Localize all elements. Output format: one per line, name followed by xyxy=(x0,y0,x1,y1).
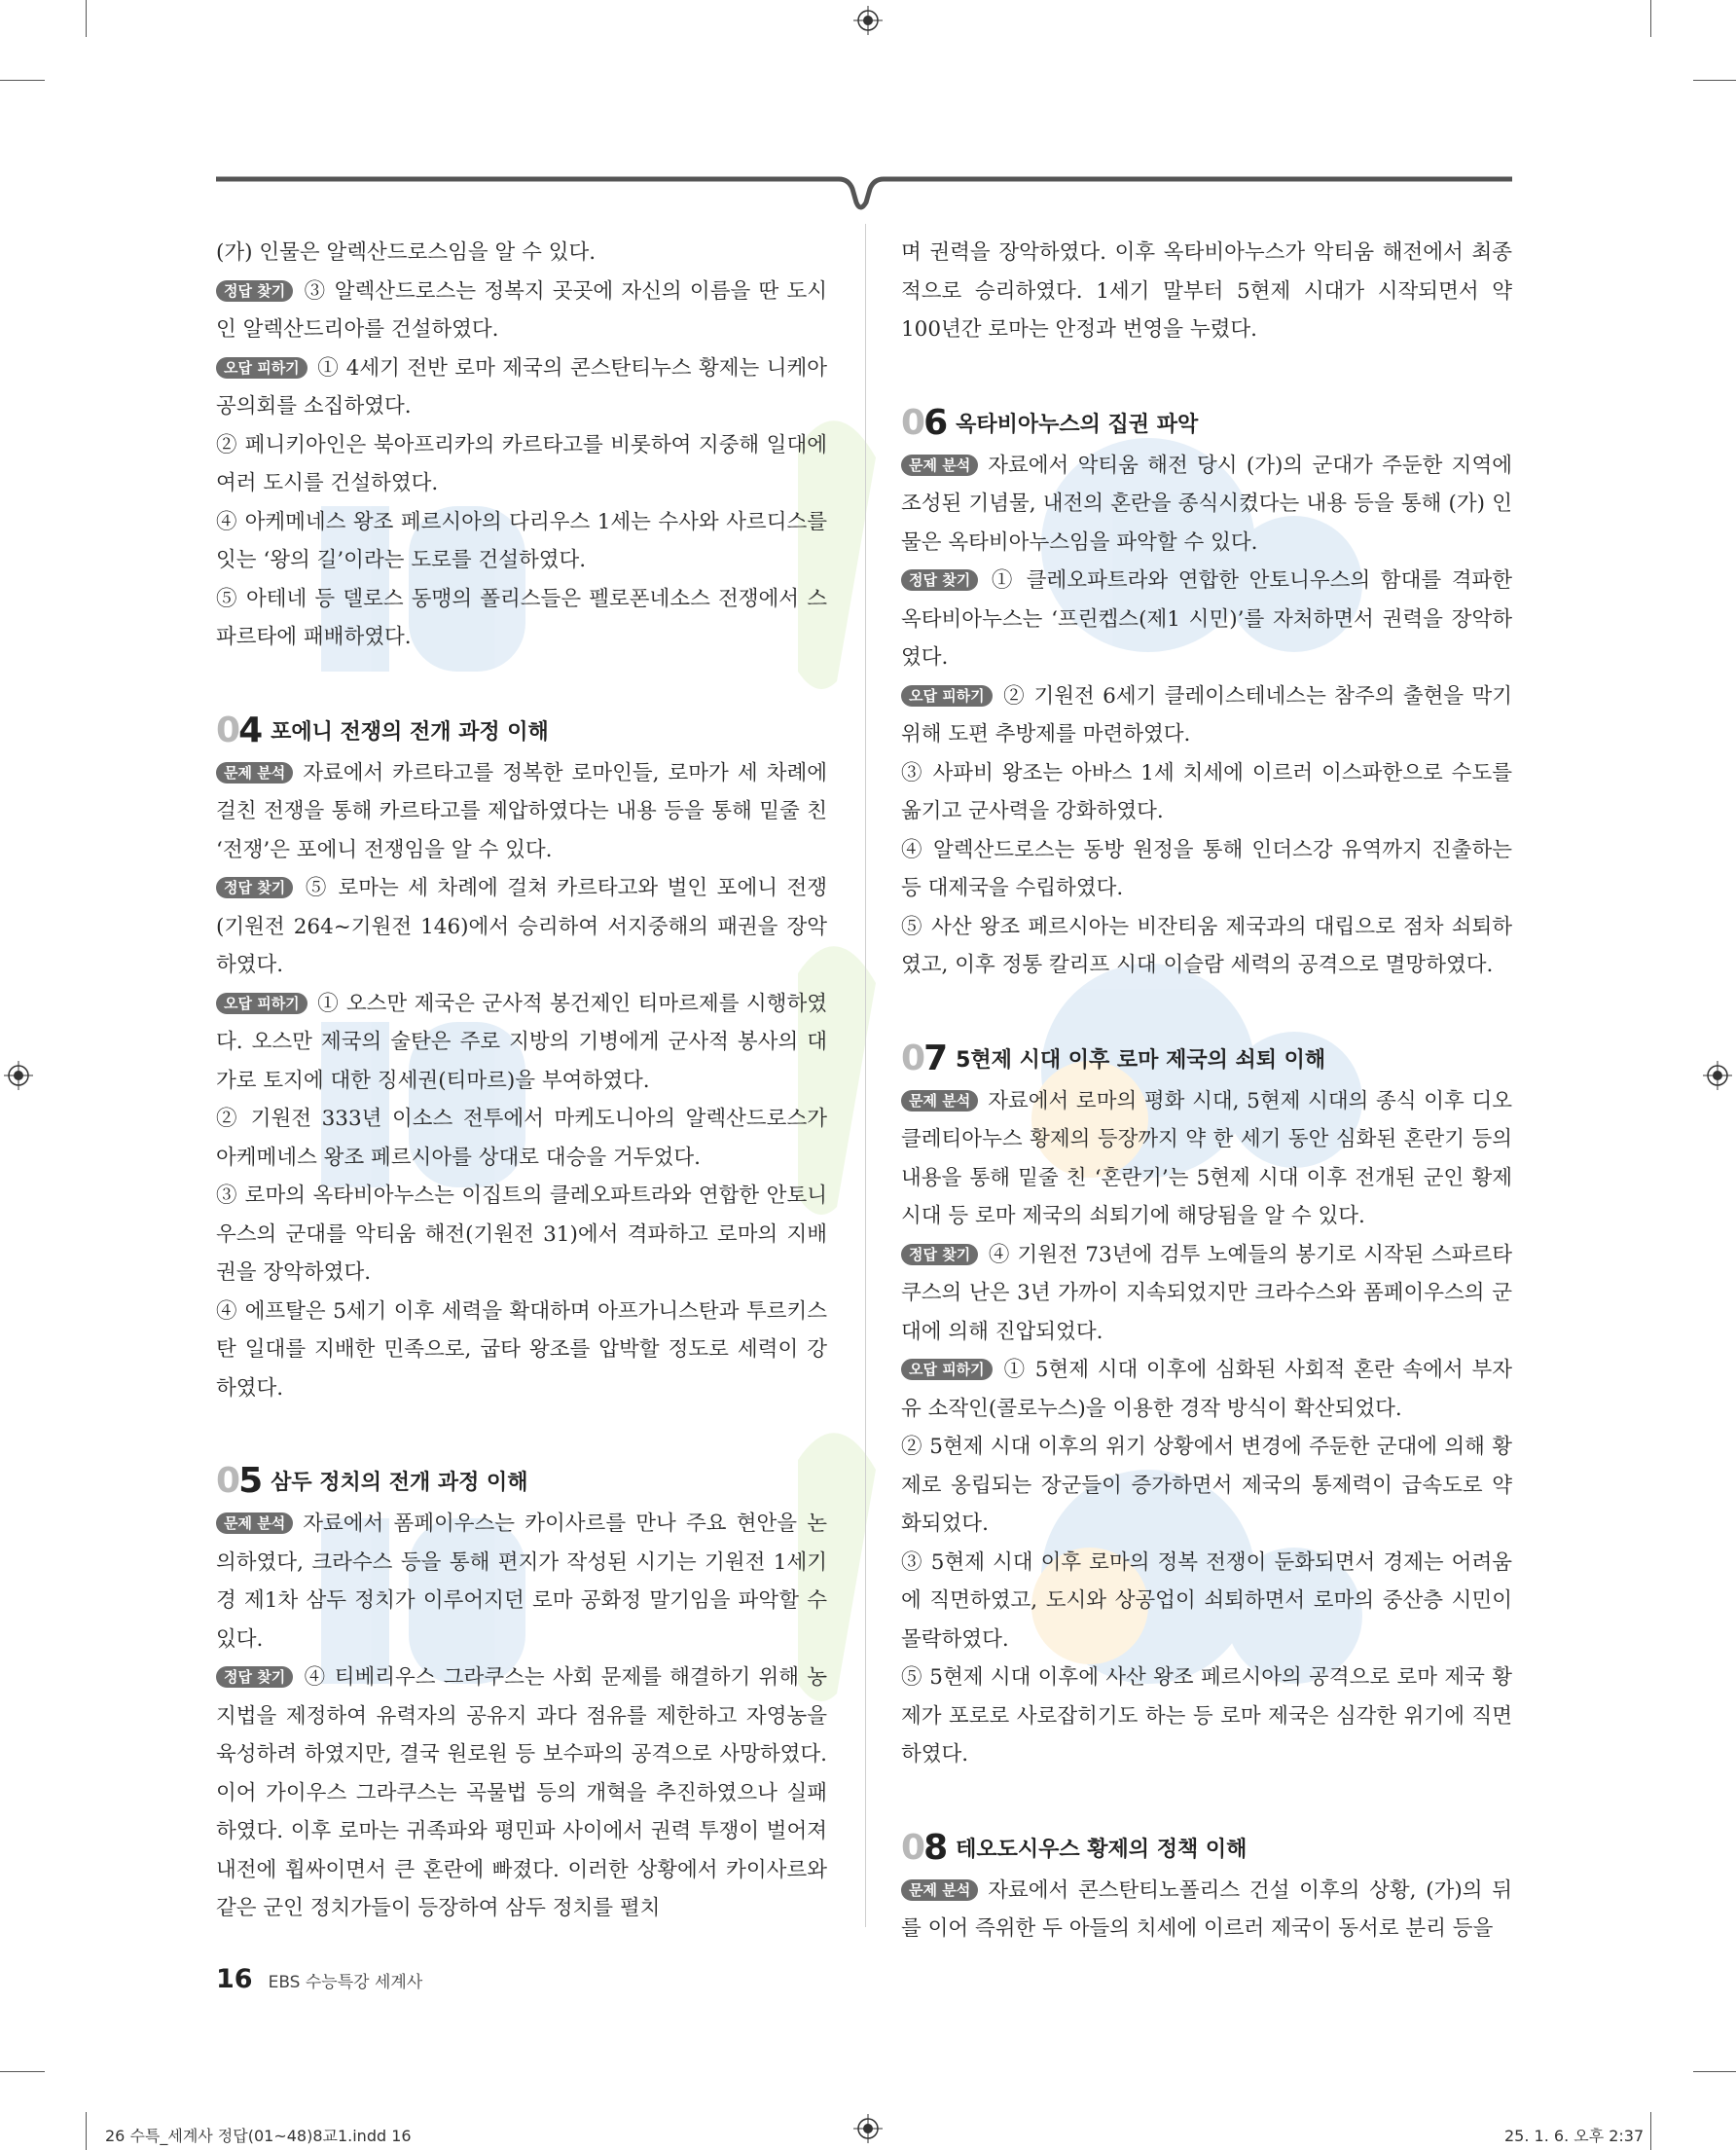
paragraph xyxy=(901,754,1512,831)
label-badge: 문제 분석 xyxy=(216,1512,293,1534)
paragraph xyxy=(216,754,827,870)
section-number xyxy=(901,1827,947,1868)
paragraph xyxy=(216,1177,827,1293)
section-number-prefix: 0 xyxy=(901,1038,924,1078)
registration-mark-icon xyxy=(853,2114,883,2143)
paragraph-text: ④ 기원전 73년에 검투 노예들의 봉기로 시작된 스파르타쿠스의 난은 3년 가까이 지속되었지만 크라수스와 폼페이우스의 군대에 의해 진압되었다. xyxy=(901,1242,1512,1344)
label-badge: 오답 피하기 xyxy=(901,685,993,707)
label-badge: 오답 피하기 xyxy=(216,993,307,1014)
crop-mark xyxy=(1650,0,1651,37)
paragraph xyxy=(216,1100,827,1177)
paragraph-text: ⑤ 아테네 등 델로스 동맹의 폴리스들은 펠로폰네소스 전쟁에서 스파르타에 패배하였다. xyxy=(216,586,827,649)
section-number-digit: 7 xyxy=(923,1038,947,1078)
right-column xyxy=(901,234,1512,1949)
label-badge: 문제 분석 xyxy=(216,762,293,783)
registration-mark-icon xyxy=(853,6,883,35)
section-title: 5현제 시대 이후 로마 제국의 쇠퇴 이해 xyxy=(956,1047,1326,1073)
paragraph-text: 자료에서 콘스탄티노폴리스 건설 이후의 상황, (가)의 뒤를 이어 즉위한 두 아들의 치세에 이르러 제국이 동서로 분리 등을 xyxy=(901,1877,1512,1941)
section-number-prefix: 0 xyxy=(216,1461,239,1501)
paragraph-text: ② 기원전 333년 이소스 전투에서 마케도니아의 알렉산드로스가 아케메네스 왕조 페르시아를 상대로 대승을 거두었다. xyxy=(216,1107,827,1170)
paragraph xyxy=(901,1658,1512,1774)
paragraph-text: ⑤ 5현제 시대 이후에 사산 왕조 페르시아의 공격으로 로마 제국 황제가 포로로 사로잡히기도 하는 등 로마 제국은 심각한 위기에 직면하였다. xyxy=(901,1665,1512,1767)
paragraph xyxy=(901,234,1512,349)
label-badge: 정답 찾기 xyxy=(216,280,293,302)
paragraph-text: ④ 알렉산드로스는 동방 원정을 통해 인더스강 유역까지 진출하는 등 대제국을 수립하였다. xyxy=(901,837,1512,900)
label-badge: 오답 피하기 xyxy=(216,357,307,379)
section-title: 테오도시우스 황제의 정책 이해 xyxy=(956,1837,1248,1862)
section-title: 삼두 정치의 전개 과정 이해 xyxy=(271,1471,528,1495)
label-badge: 문제 분석 xyxy=(901,1090,978,1111)
paragraph xyxy=(216,985,827,1101)
paragraph-text: ③ 5현제 시대 이후 로마의 정복 전쟁이 둔화되면서 경제는 어려움에 직면하였고, 도시와 상공업이 쇠퇴하면서 로마의 중산층 시민이 몰락하였다. xyxy=(901,1549,1512,1652)
paragraph xyxy=(901,831,1512,908)
crop-mark xyxy=(0,80,45,81)
crop-mark xyxy=(0,2071,45,2072)
paragraph xyxy=(901,1351,1512,1428)
paragraph xyxy=(216,349,827,426)
section-number-prefix: 0 xyxy=(901,1827,924,1868)
page-footer xyxy=(216,1964,422,1994)
section-heading xyxy=(901,402,1512,443)
paragraph xyxy=(216,503,827,580)
paragraph xyxy=(216,869,827,985)
paragraph xyxy=(216,580,827,657)
paragraph-text: 자료에서 로마의 평화 시대, 5현제 시대의 종식 이후 디오클레티아누스 황제의 등장까지 약 한 세기 동안 심화된 혼란기 등의 내용을 통해 밑줄 친 ‘혼란기’는 5현제 시대 이후 전개된 군인 황제 시대 등 로마 제국의 쇠퇴기에 해당됨을 알 수 있다. xyxy=(901,1088,1512,1228)
paragraph xyxy=(216,1658,827,1928)
section-number-digit: 5 xyxy=(238,1461,262,1501)
paragraph-text: 며 권력을 장악하였다. 이후 옥타비아누스가 악티움 해전에서 최종적으로 승리하였다. 1세기 말부터 5현제 시대가 시작되면서 약 100년간 로마는 안정과 번영을 누렸다. xyxy=(901,240,1512,342)
crop-mark xyxy=(1650,2112,1651,2150)
paragraph xyxy=(216,1505,827,1658)
paragraph-text: ① 5현제 시대 이후에 심화된 사회적 혼란 속에서 부자유 소작인(콜로누스)을 이용한 경작 방식이 확산되었다. xyxy=(901,1358,1512,1421)
registration-mark-icon xyxy=(1703,1061,1732,1090)
paragraph xyxy=(901,1236,1512,1352)
section-number-prefix: 0 xyxy=(901,402,924,443)
slug-timestamp: 25. 1. 6. 오후 2:37 xyxy=(1504,2127,1645,2145)
paragraph-text: ③ 사파비 왕조는 아바스 1세 치세에 이르러 이스파한으로 수도를 옮기고 군사력을 강화하였다. xyxy=(901,760,1512,823)
paragraph xyxy=(901,1544,1512,1659)
label-badge: 정답 찾기 xyxy=(901,569,978,591)
paragraph-text: ① 4세기 전반 로마 제국의 콘스탄티누스 황제는 니케아 공의회를 소집하였다. xyxy=(216,355,827,419)
section-title: 포에니 전쟁의 전개 과정 이해 xyxy=(271,719,549,745)
section-heading xyxy=(216,1461,827,1501)
slug-file: 26 수특_세계사 정답(01~48)8교1.indd 16 xyxy=(105,2127,412,2145)
paragraph-text: ② 5현제 시대 이후의 위기 상황에서 변경에 주둔한 군대에 의해 황제로 옹립되는 장군들이 증가하면서 제국의 통제력이 급속도로 약화되었다. xyxy=(901,1435,1512,1536)
paragraph xyxy=(901,908,1512,985)
section-heading xyxy=(216,710,827,750)
paragraph-text: ③ 알렉산드로스는 정복지 곳곳에 자신의 이름을 딴 도시인 알렉산드리아를 건설하였다. xyxy=(216,278,827,342)
section-heading xyxy=(901,1827,1512,1868)
book-title: EBS 수능특강 세계사 xyxy=(268,1973,423,1992)
label-badge: 문제 분석 xyxy=(901,455,978,476)
section-title: 옥타비아누스의 집권 파악 xyxy=(956,412,1199,437)
crop-mark xyxy=(86,2112,87,2150)
crop-mark xyxy=(1693,2071,1736,2072)
page-number: 16 xyxy=(216,1964,253,1994)
crop-mark xyxy=(1693,80,1736,81)
label-badge: 정답 찾기 xyxy=(901,1244,978,1265)
section-number xyxy=(216,1461,262,1501)
section-number xyxy=(901,402,947,443)
paragraph xyxy=(216,1293,827,1408)
registration-mark-icon xyxy=(4,1061,33,1090)
label-badge: 정답 찾기 xyxy=(216,877,293,898)
header-rule xyxy=(216,156,1512,214)
paragraph-text: ② 페니키아인은 북아프리카의 카르타고를 비롯하여 지중해 일대에 여러 도시를 건설하였다. xyxy=(216,432,827,495)
paragraph xyxy=(216,273,827,349)
label-badge: 문제 분석 xyxy=(901,1879,978,1901)
paragraph-text: 자료에서 악티움 해전 당시 (가)의 군대가 주둔한 지역에 조성된 기념물, 내전의 혼란을 종식시켰다는 내용 등을 통해 (가) 인물은 옥타비아누스임을 파악할 수 있다. xyxy=(901,453,1512,555)
paragraph-text: 자료에서 폼페이우스는 카이사르를 만나 주요 현안을 논의하였다, 크라수스 등을 통해 편지가 작성된 시기는 기원전 1세기경 제1차 삼두 정치가 이루어지던 로마 공화정 말기임을 파악할 수 있다. xyxy=(216,1512,827,1652)
section-number-digit: 8 xyxy=(923,1827,947,1868)
paragraph-text: ③ 로마의 옥타비아누스는 이집트의 클레오파트라와 연합한 안토니우스의 군대를 악티움 해전(기원전 31)에서 격파하고 로마의 지배권을 장악하였다. xyxy=(216,1184,827,1285)
section-number xyxy=(216,710,262,750)
section-heading xyxy=(901,1038,1512,1078)
paragraph-text: ④ 티베리우스 그라쿠스는 사회 문제를 해결하기 위해 농지법을 제정하여 유력자의 공유지 과다 점유를 제한하고 자영농을 육성하려 하였지만, 결국 원로원 등 보수파의 공격으로 사망하였다. 이어 가이우스 그라쿠스는 곡물법 등의 개혁을 추진하였으나 실패하였다. 이후 로마는 귀족파와 평민파 사이에서 권력 투쟁이 벌어져 내전에 휩싸이면서 큰 혼란에 빠졌다. 이러한 상황에서 카이사르와 같은 군인 정치가들이 등장하여 삼두 정치를 펼치 xyxy=(216,1665,827,1920)
paragraph xyxy=(901,1082,1512,1236)
label-badge: 정답 찾기 xyxy=(216,1666,293,1688)
section-number-digit: 4 xyxy=(238,710,262,750)
crop-mark xyxy=(86,0,87,37)
section-number xyxy=(901,1038,947,1078)
section-number-prefix: 0 xyxy=(216,710,239,750)
paragraph xyxy=(216,234,827,273)
paragraph xyxy=(901,562,1512,677)
paragraph-text: ① 클레오파트라와 연합한 안토니우스의 함대를 격파한 옥타비아누스는 ‘프린켑스(제1 시민)’를 자처하면서 권력을 장악하였다. xyxy=(901,568,1512,670)
paragraph xyxy=(901,1872,1512,1949)
paragraph xyxy=(901,677,1512,754)
left-column xyxy=(216,234,827,1928)
section-number-digit: 6 xyxy=(923,402,947,443)
paragraph-text: ⑤ 사산 왕조 페르시아는 비잔티움 제국과의 대립으로 점차 쇠퇴하였고, 이후 정통 칼리프 시대 이슬람 세력의 공격으로 멸망하였다. xyxy=(901,914,1512,977)
paragraph-text: (가) 인물은 알렉산드로스임을 알 수 있다. xyxy=(216,240,597,265)
label-badge: 오답 피하기 xyxy=(901,1359,993,1380)
paragraph-text: ① 오스만 제국은 군사적 봉건제인 티마르제를 시행하였다. 오스만 제국의 술탄은 주로 지방의 기병에게 군사적 봉사의 대가로 토지에 대한 징세권(티마르)을 부여하였다. xyxy=(216,991,827,1093)
paragraph-text: ④ 에프탈은 5세기 이후 세력을 확대하며 아프가니스탄과 투르키스탄 일대를 지배한 민족으로, 굽타 왕조를 압박할 정도로 세력이 강하였다. xyxy=(216,1298,827,1401)
paragraph-text: 자료에서 카르타고를 정복한 로마인들, 로마가 세 차례에 걸친 전쟁을 통해 카르타고를 제압하였다는 내용 등을 통해 밑줄 친 ‘전쟁’은 포에니 전쟁임을 알 수 있다. xyxy=(216,760,827,862)
paragraph-text: ⑤ 로마는 세 차례에 걸쳐 카르타고와 벌인 포에니 전쟁(기원전 264~기원전 146)에서 승리하여 서지중해의 패권을 장악하였다. xyxy=(216,876,827,977)
paragraph xyxy=(901,1428,1512,1544)
paragraph-text: ④ 아케메네스 왕조 페르시아의 다리우스 1세는 수사와 사르디스를 잇는 ‘왕의 길’이라는 도로를 건설하였다. xyxy=(216,509,827,572)
paragraph xyxy=(901,447,1512,563)
paragraph xyxy=(216,426,827,503)
paragraph-text: ② 기원전 6세기 클레이스테네스는 참주의 출현을 막기 위해 도편 추방제를 마련하였다. xyxy=(901,683,1512,747)
column-divider xyxy=(865,224,866,1927)
